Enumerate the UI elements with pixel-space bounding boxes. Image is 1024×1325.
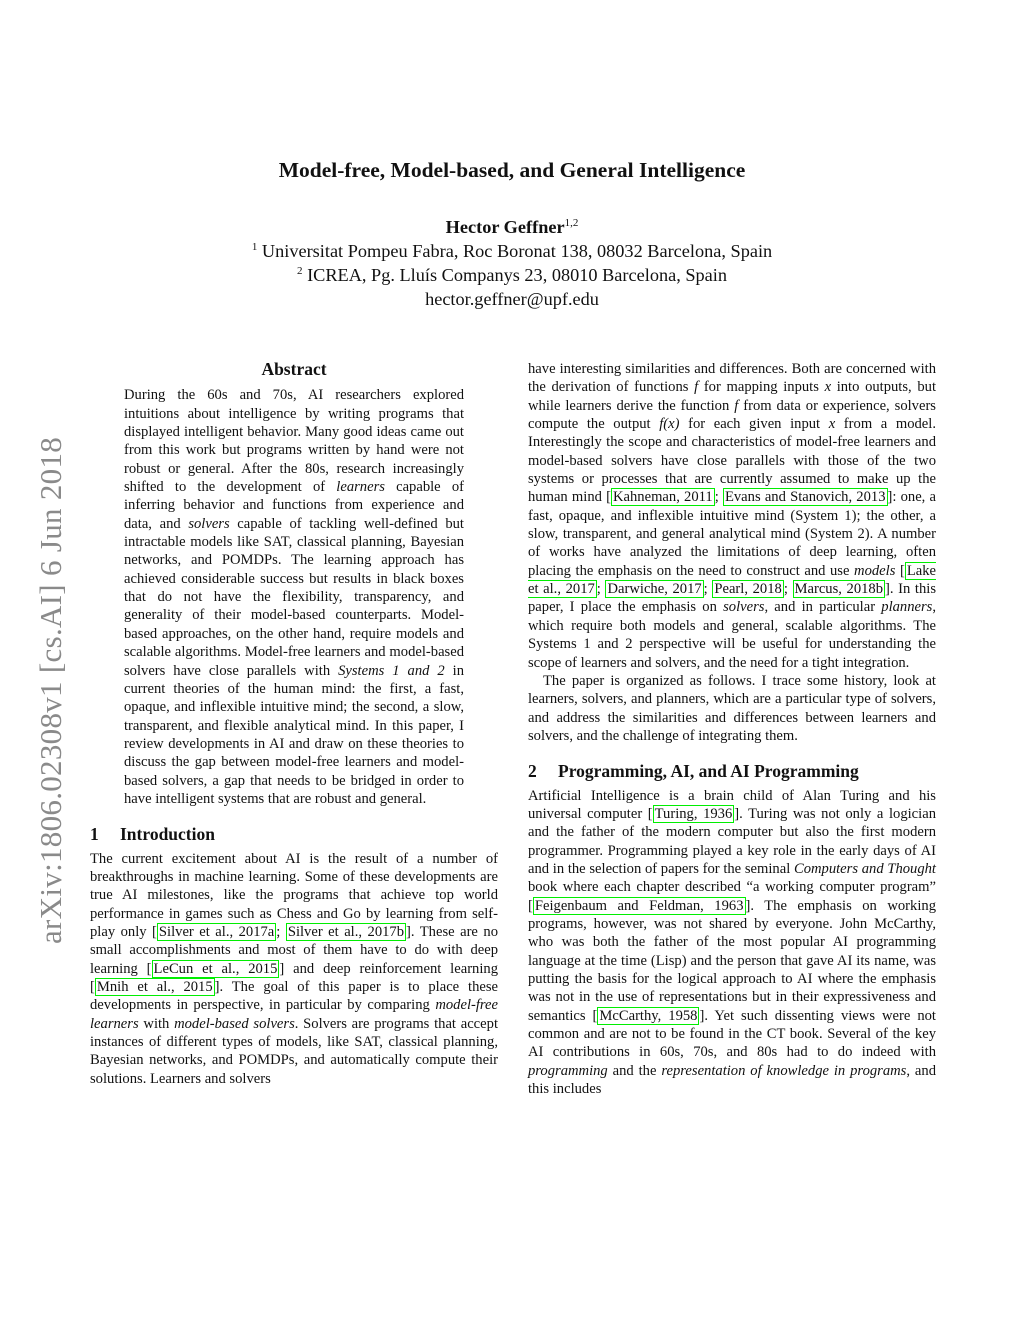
section-1-heading: 1 Introduction (90, 824, 215, 845)
intro-continued-paragraph: have interesting similarities and differences. Both are concerned with the derivation of functions f for mapping inputs x into outputs, but while learners derive the function f from data or experience, solvers compute the output f(x) for each given input x from a model. Interestingly the scope and characteristics of model-free learners and model-based solvers have close parallels with those of the two systems or processes that are currently assumed to make up the human mind [ Kahneman, 2011 ; Evans and Stanovich, 2013 ]: one, a fast, opaque, and inflexible intuitive mind (System 1); the other, a slow, transparent, and general analytical mind (System 2). A number of works have analyzed the limitations of deep learning, often placing the emphasis on the need to construct and use models [ Lake et al., 2017 ; Darwiche, 2017 ; Pearl, 2018 ; Marcus, 2018b ]. In this paper, I place the emphasis on solvers, and in particular planners, which require both models and general, scalable algorithms. The Systems 1 and 2 perspective will be useful for understanding the scope of learners and solvers, and the need for a tight integration. (528, 361, 937, 671)
citation-link[interactable]: Lake et al., 2017 (528, 562, 936, 598)
citation-link[interactable]: Feigenbaum and Feldman, 1963 (534, 897, 744, 914)
affiliation-1: Universitat Pompeu Fabra, Roc Boronat 138, 08032 Barcelona, Spain (261, 241, 773, 261)
citation-link[interactable]: Marcus, 2018b (794, 581, 884, 598)
author-email: hector.geffner@upf.edu (425, 289, 599, 309)
citation-link[interactable]: Mnih et al., 2015 (96, 979, 213, 995)
right-column (528, 360, 936, 1098)
citation-link[interactable]: Pearl, 2018 (714, 581, 782, 598)
intro-paragraph: The current excitement about AI is the result of a number of breakthroughs in machine learning. Some of these developments are true AI milestones, like the programs that achieve top world performance in games such as Chess and Go by learning from self-play only [ Silver et al., 2017a ; Silver et al., 2017b ]. These are no small accomplishments and most of them have to do with deep learning [ LeCun et al., 2015 ] and deep reinforcement learning [ Mnih et al., 2015 ]. The goal of this paper is to place these developments in perspective, in particular by comparing model-free learners with model-based solvers. Solvers are programs that accept instances of different types of models, like SAT, classical planning, Bayesian networks, and POMDPs, and automatically compute their solutions. Learners and solvers (90, 850, 499, 1087)
organization-paragraph: The paper is organized as follows. I trace some history, look at learners, solvers, and planners, which are a particular type of solvers, and address the similarities and differences between learners and solvers, and the challenge of integrating them. (528, 672, 936, 744)
paper-title: Model-free, Model-based, and General Intelligence (278, 158, 746, 182)
abstract-paragraph: During the 60s and 70s, AI researchers explored intuitions about intelligence by writing programs that displayed intelligent behavior. Many good ideas came out from this work but programs written by hand were not robust or general. After the 80s, research increasingly shifted to the development of learners capable of inferring behavior and functions from experience and data, and solvers capable of tackling well-defined but intractable models like SAT, classical planning, Bayesian networks, and POMDPs. The learning approach has achieved considerable success but results in black boxes that do not have the flexibility, transparency, and generality of their model-based counterparts. Model-based approaches, on the other hand, require models and scalable algorithms. Model-free learners and model-based solvers have close parallels with Systems 1 and 2 in current theories of the human mind: the first, a fast, opaque, and inflexible intuitive mind; the second, a slow, transparent, and flexible analytical mind. In this paper, I review developments in AI and draw on these theories to discuss the gap between model-free learners and model-based solvers, a gap that needs to be bridged in order to have intelligent systems that are robust and general. (124, 387, 465, 807)
author-affil-sup: 1,2 (564, 216, 579, 229)
citation-link[interactable]: Silver et al., 2017b (287, 923, 405, 940)
arxiv-id-text: arXiv:1806.02308v1 [cs.AI] 6 Jun 2018 (33, 436, 68, 944)
abstract-body (124, 386, 464, 808)
left-column (90, 360, 498, 1088)
author-name: Hector Geffner (445, 217, 565, 237)
abstract-heading: Abstract (261, 359, 327, 379)
section-2-heading: 2 Programming, AI, and AI Programming (528, 761, 859, 782)
affil2-sup: 2 (296, 264, 303, 277)
affil1-sup: 1 (251, 240, 258, 253)
citation-link[interactable]: Turing, 1936 (654, 805, 733, 822)
citation-link[interactable]: Silver et al., 2017a (158, 923, 275, 940)
citation-link[interactable]: Evans and Stanovich, 2013 (724, 489, 886, 506)
citation-link[interactable]: Darwiche, 2017 (607, 581, 702, 598)
affiliation-2: ICREA, Pg. Lluís Companys 23, 08010 Barcelona, Spain (307, 265, 727, 285)
author-block (0, 215, 1024, 311)
citation-link[interactable]: Kahneman, 2011 (612, 489, 713, 506)
citation-link[interactable]: McCarthy, 1958 (599, 1007, 698, 1024)
citation-link[interactable]: LeCun et al., 2015 (153, 960, 278, 977)
section-2-paragraph: Artificial Intelligence is a brain child of Alan Turing and his universal computer [ Turing, 1936 ]. Turing was not only a logician and the father of the modern computer but also the first modern programmer. Programming played a key role in the early days of AI and in the selection of papers for the seminal Computers and Thought book where each chapter described “a working computer program” [ Feigenbaum and Feldman, 1963 ]. The emphasis on working programs, however, was not shared by everyone. John McCarthy, who was both the father of the most popular AI programming language at the time (Lisp) and the person that gave AI its name, was putting the basis for the logical approach to AI where the emphasis was not in the use of representations but in their expressiveness and semantics [ McCarthy, 1958 ]. Yet such dissenting views were not common and are not to be found in the CT book. Several of the key AI contributions in 60s, 70s, and 80s had to do indeed with programming and the representation of knowledge in programs, and this includes (528, 787, 936, 1098)
